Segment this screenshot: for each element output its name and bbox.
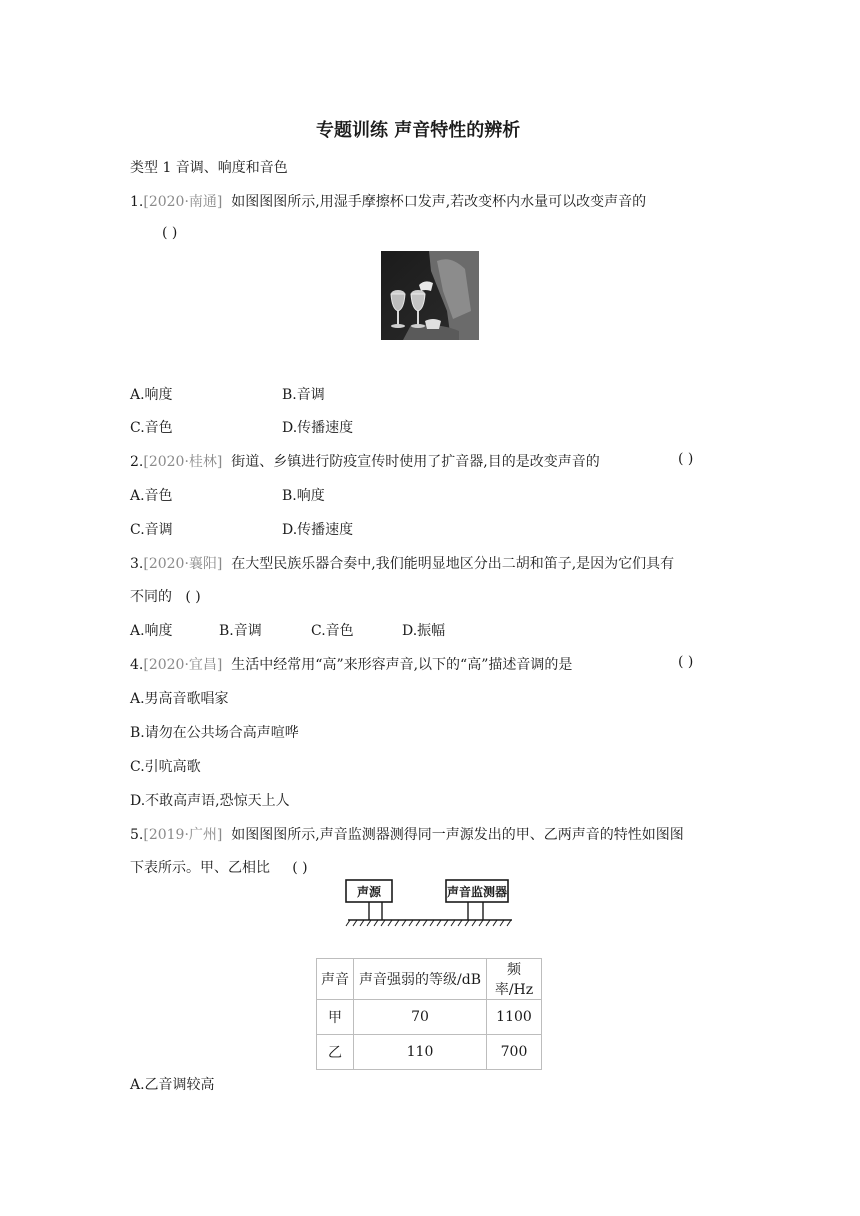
table-header: 声音强弱的等级/dB — [354, 959, 487, 1000]
question-4-stem — [130, 654, 572, 674]
option-a: A.乙音调较高 — [130, 1077, 215, 1093]
photo-wine-glasses — [381, 251, 479, 340]
question-2-stem — [130, 451, 600, 471]
answer-parentheses: ( ) — [292, 860, 308, 876]
question-text: 如图图图所示,用湿手摩擦杯口发声,若改变杯内水量可以改变声音的 — [231, 194, 647, 210]
sound-source-label: 声源 — [356, 885, 382, 899]
question-text: 在大型民族乐器合奏中,我们能明显地区分出二胡和笛子,是因为它们具有 — [231, 556, 675, 572]
table-row — [317, 1000, 542, 1035]
question-source: [2020·南通] — [143, 194, 223, 210]
option-b: B.音调 — [282, 387, 325, 403]
answer-parentheses: ( ) — [162, 225, 178, 241]
option-a: A.音色 — [130, 488, 173, 504]
ground-hatching — [346, 920, 511, 926]
option-d: D.不敢高声语,恐惊天上人 — [130, 793, 290, 809]
question-text: 如图图图所示,声音监测器测得同一声源发出的甲、乙两声音的特性如图图 — [231, 827, 684, 843]
question-text: 不同的 — [130, 589, 172, 605]
question-5-stem — [130, 824, 684, 844]
question-number: 1. — [130, 194, 144, 210]
question-text: 下表所示。甲、乙相比 — [130, 860, 270, 876]
question-source: [2020·桂林] — [143, 454, 223, 470]
option-d: D.振幅 — [402, 623, 446, 639]
question-text: 街道、乡镇进行防疫宣传时使用了扩音器,目的是改变声音的 — [231, 454, 600, 470]
option-a: A.响度 — [130, 387, 173, 403]
question-source: [2020·宜昌] — [143, 657, 223, 673]
option-c: C.音调 — [130, 522, 173, 538]
table-cell: 700 — [487, 1035, 542, 1070]
table-cell: 70 — [354, 1000, 487, 1035]
option-c: C.音色 — [311, 623, 354, 639]
sound-detector-diagram — [340, 876, 520, 930]
question-number: 2. — [130, 454, 144, 470]
question-source: [2019·广州] — [143, 827, 223, 843]
table-header: 声音 — [317, 959, 354, 1000]
table-cell: 乙 — [317, 1035, 354, 1070]
answer-parentheses: ( ) — [185, 589, 201, 605]
option-a: A.男高音歌唱家 — [130, 691, 229, 707]
option-a: A.响度 — [130, 623, 173, 639]
sound-properties-table — [316, 958, 542, 1070]
sound-detector-label: 声音监测器 — [446, 885, 508, 899]
table-cell: 1100 — [487, 1000, 542, 1035]
question-3-stem-continued — [130, 586, 201, 606]
answer-parentheses: ( ) — [678, 451, 694, 467]
question-number: 5. — [130, 827, 144, 843]
option-b: B.请勿在公共场合高声喧哗 — [130, 725, 299, 741]
question-number: 4. — [130, 657, 144, 673]
section-heading: 类型 1 音调、响度和音色 — [130, 160, 288, 176]
table-header-row — [317, 959, 542, 1000]
question-text: 生活中经常用“高”来形容声音,以下的“高”描述音调的是 — [231, 657, 573, 673]
question-number: 3. — [130, 556, 144, 572]
option-c: C.音色 — [130, 420, 173, 436]
table-header: 频率/Hz — [487, 959, 542, 1000]
question-1-stem — [130, 191, 646, 211]
answer-parentheses: ( ) — [678, 654, 694, 670]
option-d: D.传播速度 — [282, 420, 354, 436]
table-cell: 甲 — [317, 1000, 354, 1035]
table-row — [317, 1035, 542, 1070]
option-c: C.引吭高歌 — [130, 759, 201, 775]
option-d: D.传播速度 — [282, 522, 354, 538]
option-b: B.响度 — [282, 488, 325, 504]
question-3-stem — [130, 553, 674, 573]
question-source: [2020·襄阳] — [143, 556, 223, 572]
page-title: 专题训练 声音特性的辨析 — [316, 120, 521, 141]
table-cell: 110 — [354, 1035, 487, 1070]
option-b: B.音调 — [219, 623, 262, 639]
question-5-stem-continued — [130, 857, 308, 877]
